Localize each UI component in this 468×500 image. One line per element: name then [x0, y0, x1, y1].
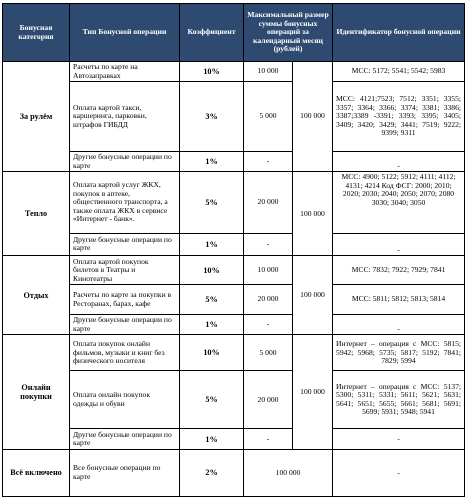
coefficient-cell: 1%: [180, 429, 244, 449]
amount-cell: 5 000: [244, 335, 293, 371]
operation-cell: Оплата онлайн покупок одежды и обуви: [70, 371, 180, 429]
mcc-cell: Интернет – операция с MCC: 5137; 5300; 5311; 5331; 5611; 5621; 5631; 5641; 5651; 5655; 5661; 5681; 5691; 5699; 5931; 5948; 5941: [333, 371, 465, 429]
amount-cell: 20 000: [244, 172, 293, 233]
total-cell: 100 000: [293, 62, 333, 172]
table-row: [3, 429, 465, 449]
operation-cell: Оплата картой услуг ЖКХ, покупок в аптеке, общественного транспорта, а также оплата ЖКХ в сервисе «Интернет - банк».: [70, 172, 180, 233]
total-cell: 100 000: [293, 172, 333, 256]
category-cell: За рулём: [3, 62, 70, 172]
table-row: [3, 82, 465, 152]
mcc-cell: -: [333, 429, 465, 449]
total-cell: 100 000: [244, 449, 333, 496]
table-row: [3, 233, 465, 255]
coefficient-cell: 10%: [180, 256, 244, 285]
table-row: [3, 151, 465, 171]
mcc-cell: MCC: 4900; 5122; 5912; 4111; 4112; 4131; 4214 Код ФСГ: 2000; 2010; 2020; 2030; 2040; 2050; 2070; 2080 3030; 3040; 3050: [333, 172, 465, 233]
table-row: [3, 335, 465, 371]
amount-cell: 10 000: [244, 256, 293, 285]
category-cell: Тепло: [3, 172, 70, 256]
mcc-cell: -: [333, 233, 465, 255]
operation-cell: Оплата покупок онлайн фильмов, музыки и книг без физического носителя: [70, 335, 180, 371]
operation-cell: Все бонусные операции по карте: [70, 449, 180, 496]
coefficient-cell: 1%: [180, 314, 244, 334]
amount-cell: 20 000: [244, 285, 293, 315]
operation-cell: Другие бонусные операции по карте: [70, 233, 180, 255]
table-row: [3, 449, 465, 496]
header-mcc-id: Идентификатор бонусной операции: [333, 4, 465, 62]
amount-cell: -: [244, 151, 293, 171]
operation-cell: Другие бонусные операции по карте: [70, 429, 180, 449]
operation-cell: Оплата картой такси, каршеринга, парковки, штрафов ГИБДД: [70, 82, 180, 152]
header-category: Бонусная категория: [3, 4, 70, 62]
operation-cell: Оплата картой покупок билетов в Театры и Кинотеатры: [70, 256, 180, 285]
operation-cell: Другие бонусные операции по карте: [70, 314, 180, 334]
total-cell: 100 000: [293, 256, 333, 335]
coefficient-cell: 1%: [180, 233, 244, 255]
header-max-amount: Максимальный размер суммы бонусных операций за календарный месяц (рублей): [244, 4, 333, 62]
table-row: [3, 371, 465, 429]
coefficient-cell: 5%: [180, 285, 244, 315]
table-row: [3, 172, 465, 233]
operation-cell: Расчеты по карте за покупки в Ресторанах, барах, кафе: [70, 285, 180, 315]
coefficient-cell: 10%: [180, 335, 244, 371]
amount-cell: 5 000: [244, 82, 293, 152]
mcc-cell: MCC: 4121;7523; 7512; 3351; 3355; 3357; 3364; 3366; 3374; 3381; 3386; 3387;3389 -3391; 3393; 3395; 3405; 3409; 3420; 3429; 3441; 7519; 9222; 9399; 9311: [333, 82, 465, 152]
mcc-cell: -: [333, 314, 465, 334]
amount-cell: 20 000: [244, 371, 293, 429]
amount-cell: 10 000: [244, 62, 293, 82]
amount-cell: -: [244, 429, 293, 449]
coefficient-cell: 2%: [180, 449, 244, 496]
coefficient-cell: 5%: [180, 172, 244, 233]
mcc-cell: MCC: 5811; 5812; 5813; 5814: [333, 285, 465, 315]
header-operation-type: Тип Бонусной операции: [70, 4, 180, 62]
operation-cell: Расчеты по карте на Автозаправках: [70, 62, 180, 82]
header-coefficient: Коэффициент: [180, 4, 244, 62]
amount-cell: -: [244, 233, 293, 255]
coefficient-cell: 10%: [180, 62, 244, 82]
amount-cell: -: [244, 314, 293, 334]
table-row: [3, 256, 465, 285]
category-cell: Онлайн покупки: [3, 335, 70, 449]
operation-cell: Другие бонусные операции по карте: [70, 151, 180, 171]
coefficient-cell: 1%: [180, 151, 244, 171]
mcc-cell: MCC: 7832; 7922; 7929; 7841: [333, 256, 465, 285]
category-cell: Отдых: [3, 256, 70, 335]
table-row: [3, 285, 465, 315]
coefficient-cell: 3%: [180, 82, 244, 152]
mcc-cell: -: [333, 449, 465, 496]
mcc-cell: -: [333, 151, 465, 171]
category-cell: Всё включено: [3, 449, 70, 496]
table-row: [3, 62, 465, 82]
mcc-cell: MCC: 5172; 5541; 5542; 5983: [333, 62, 465, 82]
coefficient-cell: 5%: [180, 371, 244, 429]
mcc-cell: Интернет – операция с MCC: 5815; 5942; 5968; 5735; 5817; 5192; 7841; 7829; 5994: [333, 335, 465, 371]
bonus-table: [2, 3, 465, 497]
header-row: [3, 4, 465, 62]
total-cell: 100 000: [293, 335, 333, 449]
table-row: [3, 314, 465, 334]
